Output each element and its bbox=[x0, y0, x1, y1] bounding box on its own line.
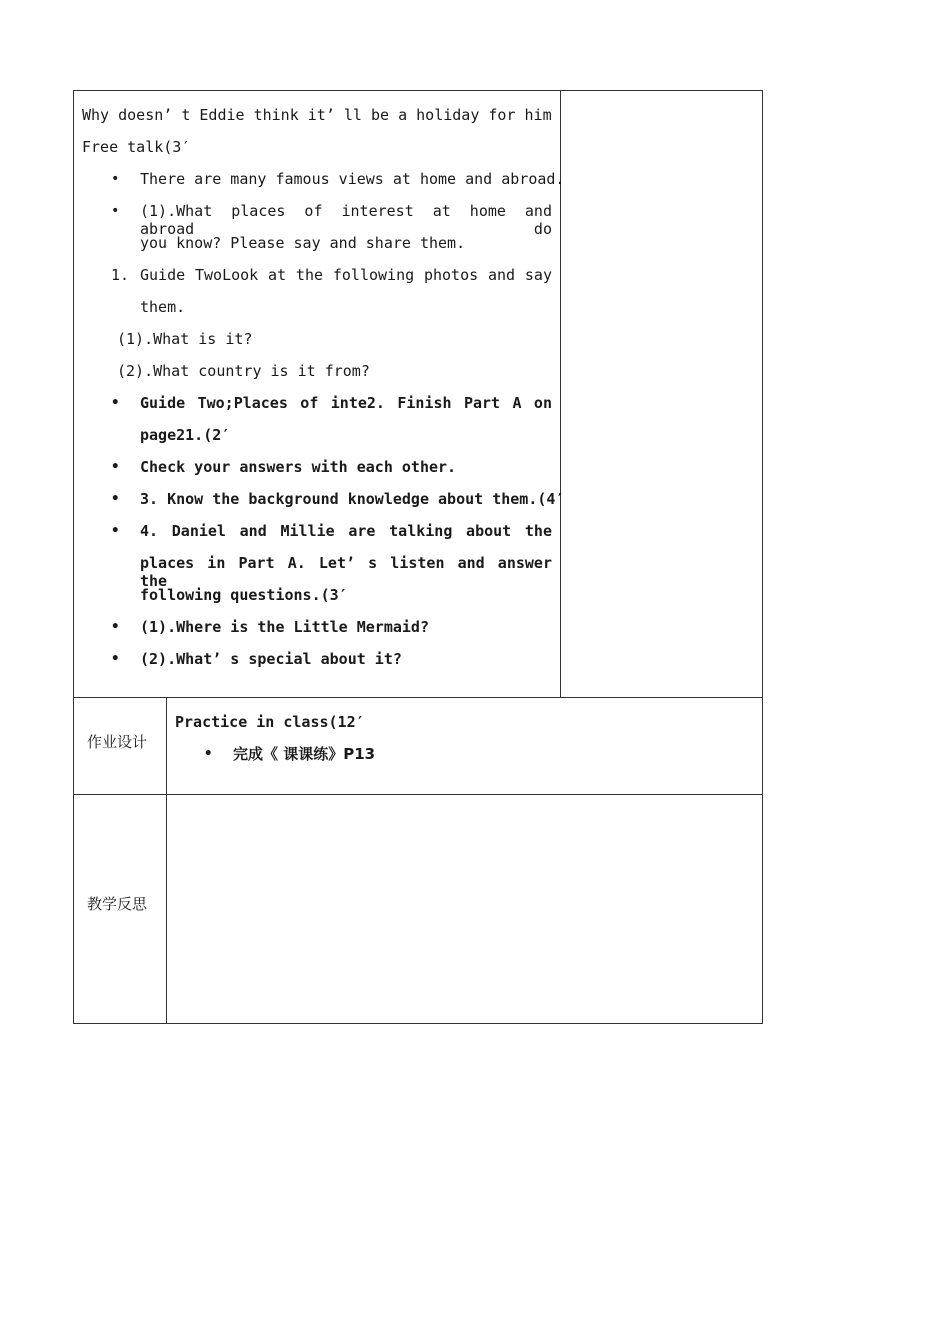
lesson-item-continued: them. bbox=[140, 298, 186, 316]
lesson-item: Guide Two;Places of inte2. Finish Part A on bbox=[140, 394, 552, 412]
homework-line-2: 完成《 课课练》P13 bbox=[233, 745, 376, 763]
homework-line-1: Practice in class(12′ bbox=[175, 713, 365, 731]
lesson-item: (1).Where is the Little Mermaid? bbox=[140, 618, 429, 636]
bullet-icon: • bbox=[111, 203, 120, 219]
lesson-item-continued: page21.(2′ bbox=[140, 426, 231, 444]
lesson-item: Check your answers with each other. bbox=[140, 458, 457, 476]
lesson-item: (1).What places of interest at home and abroad do bbox=[140, 202, 552, 238]
lesson-item: (2).What’ s special about it? bbox=[140, 650, 402, 668]
table-divider-label-column bbox=[166, 697, 167, 1024]
lesson-item-continued: following questions.(3′ bbox=[140, 586, 348, 604]
bullet-icon: • bbox=[111, 523, 120, 539]
lesson-line-2: Free talk(3′ bbox=[82, 138, 191, 156]
bullet-icon: • bbox=[111, 651, 120, 667]
lesson-item: Guide TwoLook at the following photos and say bbox=[140, 266, 552, 284]
lesson-item-continued: places in Part A. Let’ s listen and answer the bbox=[140, 554, 552, 590]
bullet-icon: • bbox=[204, 746, 213, 762]
bullet-icon: • bbox=[111, 619, 120, 635]
homework-label: 作业设计 bbox=[87, 733, 148, 751]
table-divider-row-1 bbox=[73, 697, 763, 698]
lesson-subquestion: (2).What country is it from? bbox=[117, 362, 370, 380]
lesson-line-1: Why doesn’ t Eddie think it’ ll be a holiday for him bbox=[82, 106, 552, 124]
lesson-subquestion: (1).What is it? bbox=[117, 330, 253, 348]
numbered-marker: 1. bbox=[111, 266, 130, 284]
bullet-icon: • bbox=[111, 459, 120, 475]
lesson-item: 4. Daniel and Millie are talking about the bbox=[140, 522, 552, 540]
bullet-icon: • bbox=[111, 171, 120, 187]
bullet-icon: • bbox=[111, 491, 120, 507]
reflection-label: 教学反思 bbox=[87, 895, 148, 913]
lesson-item: There are many famous views at home and abroad. bbox=[140, 170, 565, 188]
table-divider-row-2 bbox=[73, 794, 763, 795]
lesson-item: 3. Know the background knowledge about them.(4′ bbox=[140, 490, 565, 508]
lesson-item-continued: you know? Please say and share them. bbox=[140, 234, 466, 252]
bullet-icon: • bbox=[111, 395, 120, 411]
